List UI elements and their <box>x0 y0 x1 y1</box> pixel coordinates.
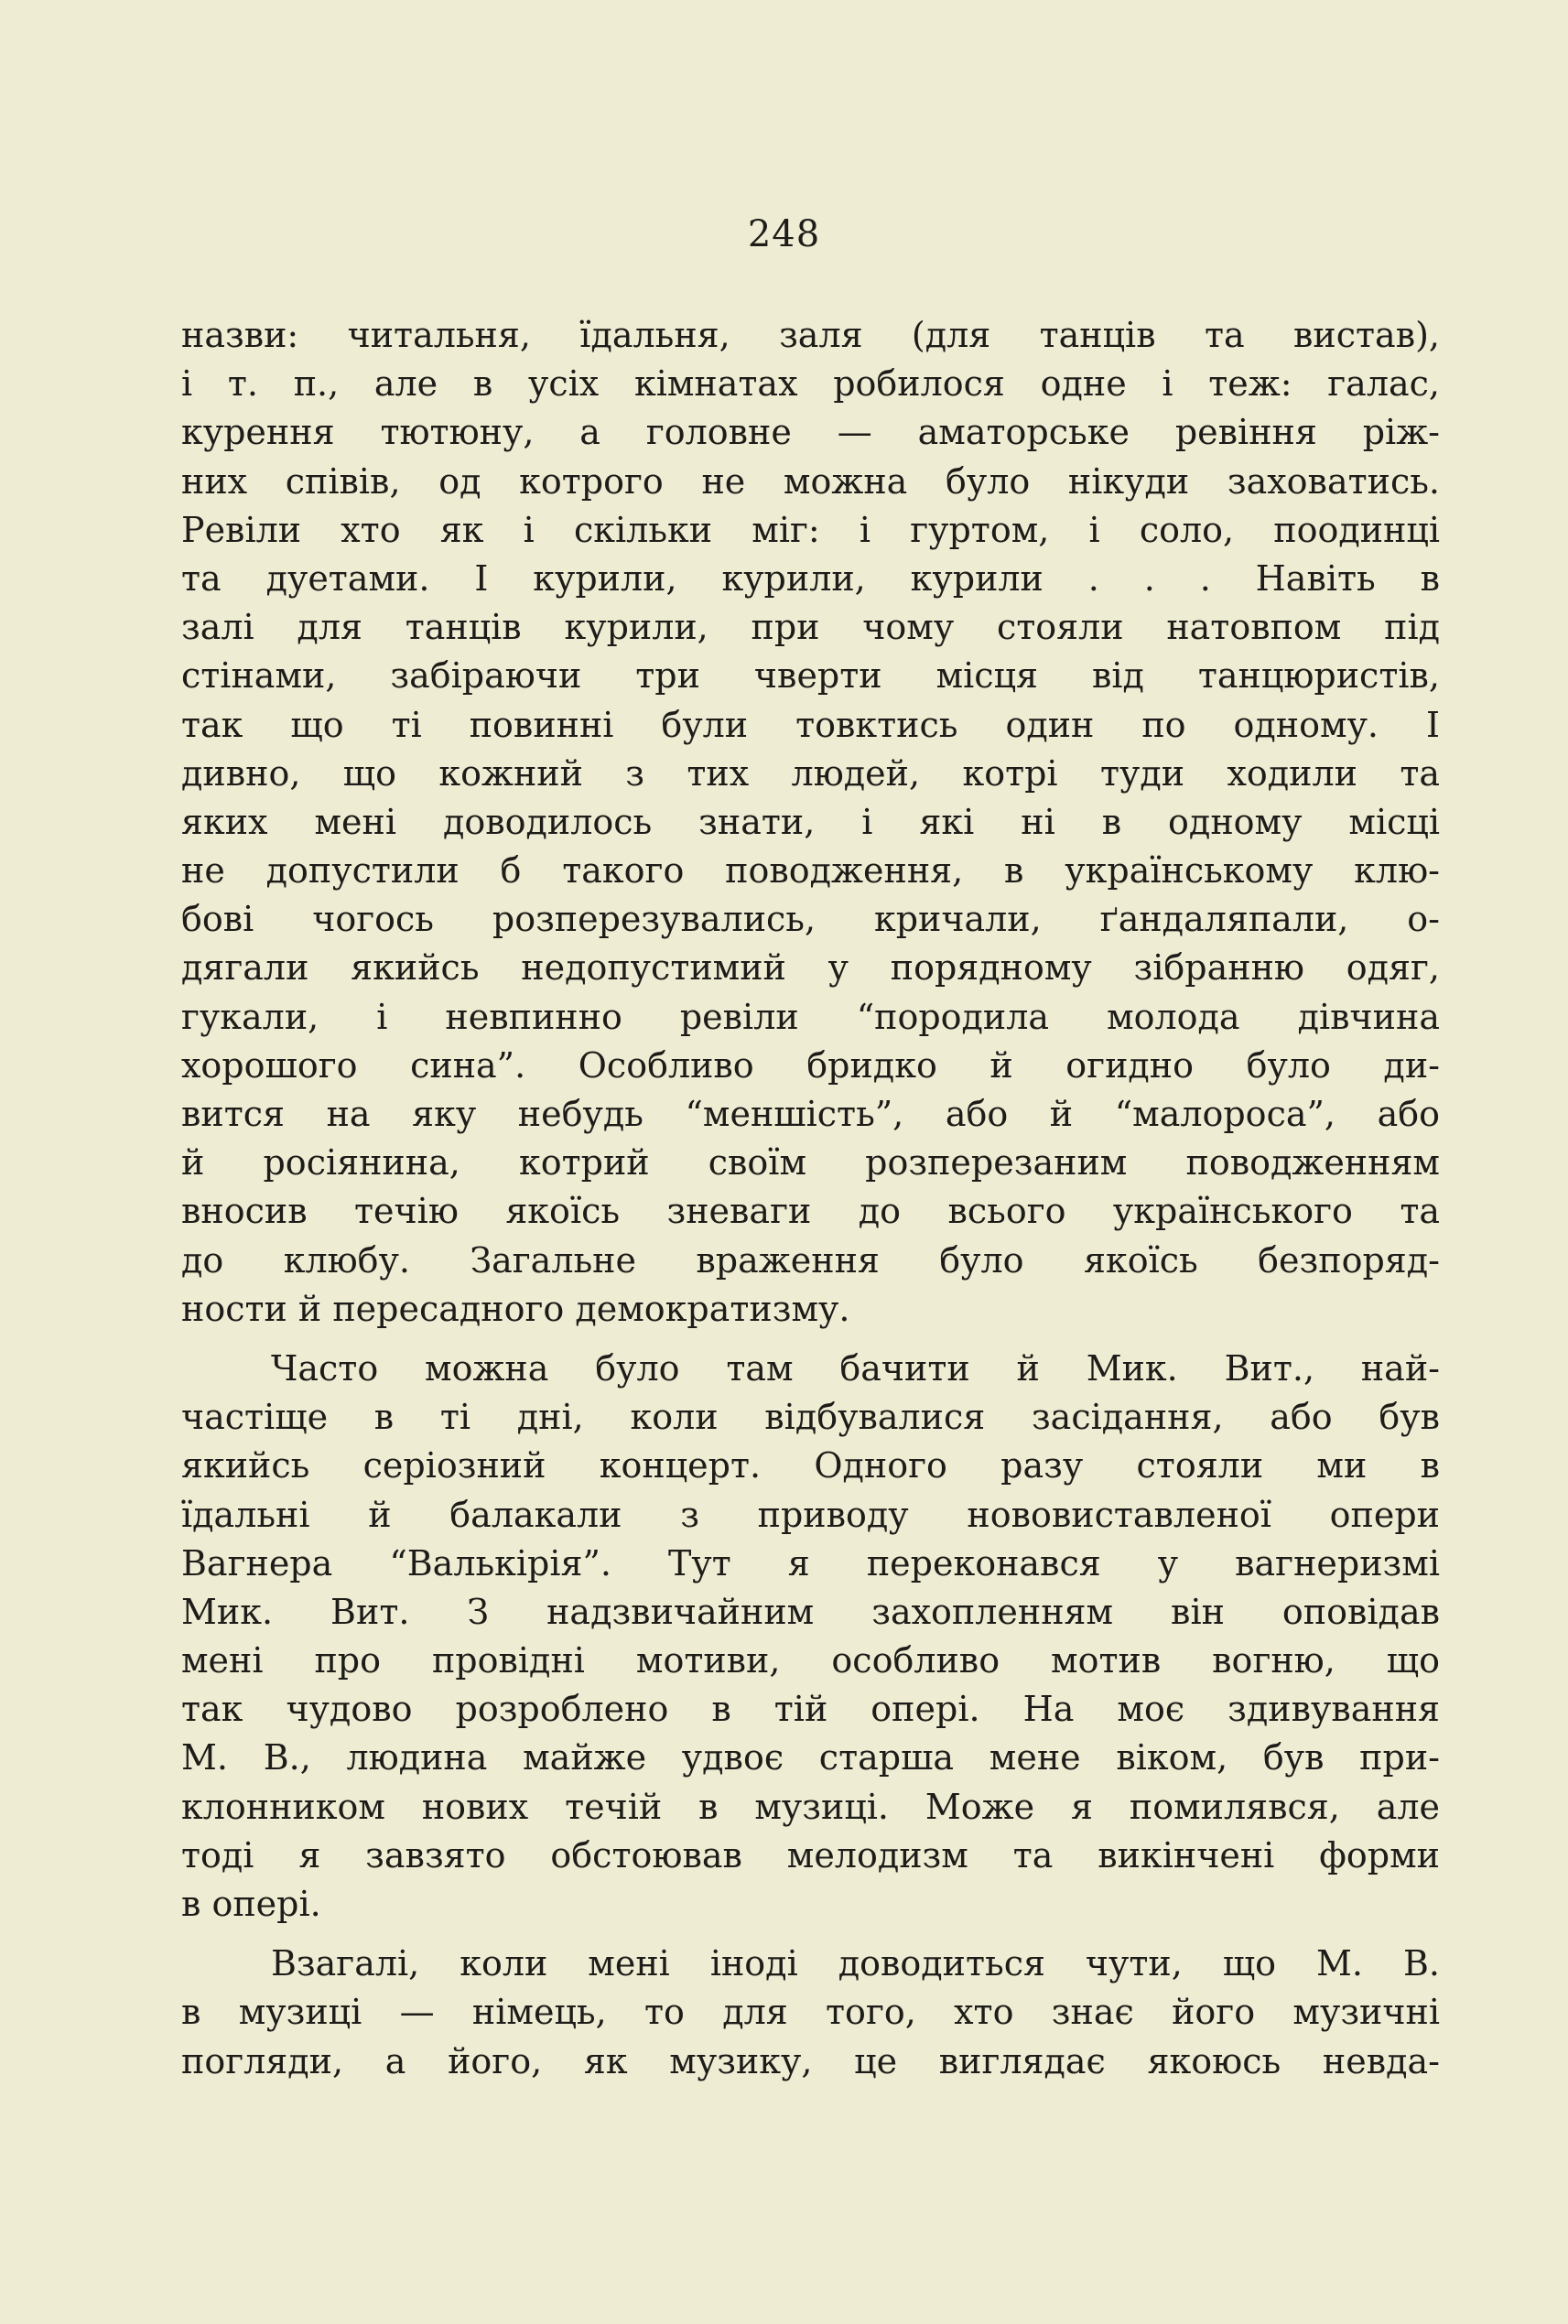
text-line: так що ті повинні були товктись один по одному. І <box>181 704 1440 745</box>
text-line: бові чогось розперезувались, кричали, ґандаляпали, о- <box>181 899 1440 940</box>
text-line: їдальні й балакали з приводу нововиставленої опери <box>181 1494 1440 1535</box>
text-line: до клюбу. Загальне враження було якоїсь безпоряд- <box>181 1239 1440 1281</box>
text-line: М. В., людина майже удвоє старша мене віком, був при- <box>181 1737 1440 1778</box>
text-line: дягали якийсь недопустимий у порядному зібранню одяг, <box>181 947 1440 989</box>
text-line: в опері. <box>181 1884 321 1924</box>
text-line: тоді я завзято обстоював мелодизм та викінчені форми <box>181 1834 1440 1875</box>
text-line: мені про провідні мотиви, особливо мотив вогню, що <box>181 1640 1440 1681</box>
text-line: курення тютюну, а головне — аматорське ревіння ріж- <box>181 412 1440 453</box>
text-line: й росіянина, котрий своїм розперезаним поводженням <box>181 1142 1440 1184</box>
text-line: так чудово розроблено в тій опері. На моє здивування <box>181 1689 1440 1730</box>
body-text <box>181 311 1440 2086</box>
page-number: 248 <box>747 213 821 255</box>
text-line: погляди, а його, як музику, це виглядає якоюсь невда- <box>181 2040 1440 2081</box>
paragraph-gap <box>181 1929 1440 1940</box>
text-line: Взагалі, коли мені іноді доводиться чути, що М. В. <box>271 1943 1440 1984</box>
text-line: і т. п., але в усіх кімнатах робилося одне і теж: галас, <box>181 363 1440 405</box>
text-line: яких мені доводилось знати, і які ні в одному місці <box>181 801 1440 842</box>
text-line: назви: читальня, їдальня, заля (для танців та вистав), <box>181 315 1440 355</box>
text-line: вится на яку небудь “меншість”, або й “малороса”, або <box>181 1094 1440 1134</box>
text-line: Мик. Вит. З надзвичайним захопленням він оповідав <box>181 1591 1440 1632</box>
text-line: якийсь серіозний концерт. Одного разу стояли ми в <box>181 1445 1440 1486</box>
text-line: клонником нових течій в музиці. Може я помилявся, але <box>181 1786 1440 1827</box>
text-line: частіще в ті дні, коли відбувалися засідання, або був <box>181 1397 1440 1438</box>
paragraph-gap <box>181 1334 1440 1345</box>
text-line: стінами, забіраючи три чверти місця від танцюристів, <box>181 655 1440 697</box>
text-line: не допустили б такого поводження, в українському клю- <box>181 850 1440 892</box>
text-line: та дуетами. І курили, курили, курили . . . Навіть в <box>181 557 1440 599</box>
text-line: гукали, і невпинно ревіли “породила молода дівчина <box>181 996 1440 1037</box>
text-line: них співів, од котрого не можна було нікуди заховатись. <box>181 460 1440 502</box>
text-line: ности й пересадного демократизму. <box>181 1288 850 1329</box>
text-line: Вагнера “Валькірія”. Тут я переконався у вагнеризмі <box>181 1542 1440 1584</box>
text-line: Часто можна було там бачити й Мик. Вит., най- <box>271 1347 1440 1389</box>
text-line: хорошого сина”. Особливо бридко й огидно було ди- <box>181 1044 1440 1086</box>
text-line: Ревіли хто як і скільки міг: і гуртом, і соло, поодинці <box>181 509 1440 550</box>
text-line: вносив течію якоїсь зневаги до всього українського та <box>181 1191 1440 1232</box>
text-line: залі для танців курили, при чому стояли натовпом під <box>181 607 1440 648</box>
text-line: дивно, що кожний з тих людей, котрі туди ходили та <box>181 752 1440 794</box>
paragraph <box>181 311 1440 1334</box>
text-line: в музиці — німець, то для того, хто знає його музичні <box>181 1992 1440 2033</box>
paragraph <box>181 1940 1440 2086</box>
paragraph <box>181 1345 1440 1929</box>
